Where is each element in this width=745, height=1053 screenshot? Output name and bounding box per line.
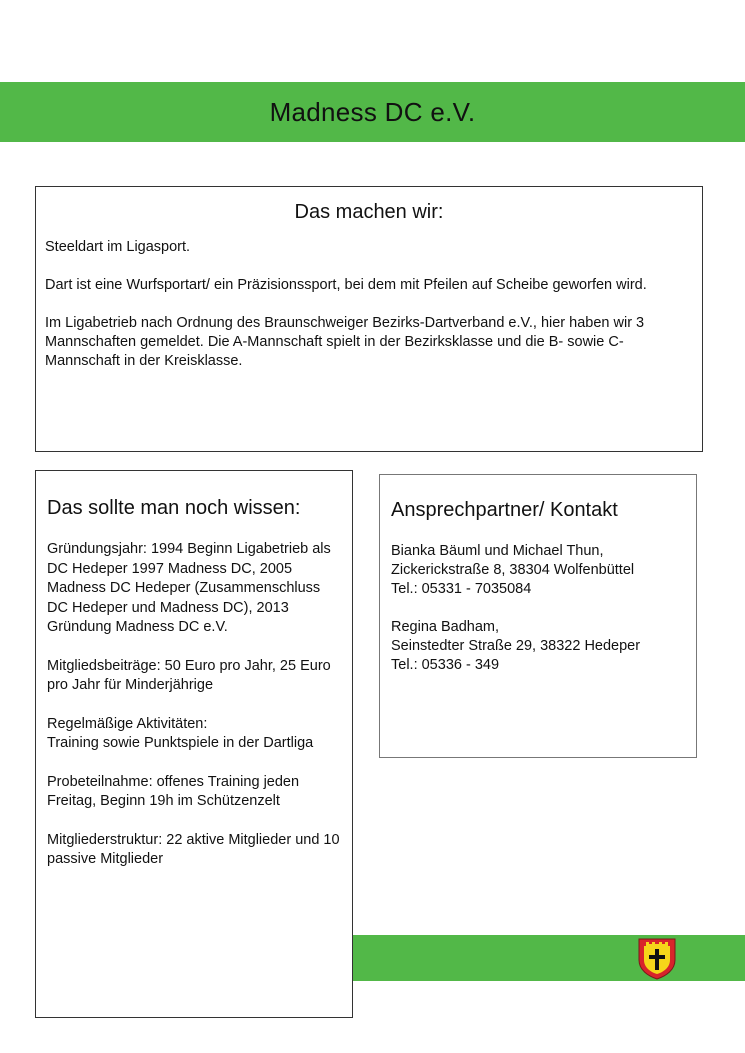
facts-activities-label: Regelmäßige Aktivitäten: — [47, 715, 208, 732]
about-box — [35, 186, 703, 452]
facts-box — [35, 470, 353, 1018]
facts-founding: Gründungsjahr: 1994 Beginn Ligabetrieb als DC Hedeper 1997 Madness DC, 2005 Madness DC Hedeper (Zusammenschluss DC Hedeper und Madness DC), 2013 Gründung Madness DC e.V. — [47, 541, 331, 635]
facts-activities-text: Training sowie Punktspiele in der Dartliga — [47, 735, 314, 751]
header-band — [0, 82, 745, 142]
page-title: Madness DC e.V. — [269, 96, 476, 127]
about-paragraph-1: Steeldart im Ligasport. — [45, 239, 191, 255]
contact1-name: Bianka Bäuml und Michael Thun, — [391, 543, 604, 559]
facts-title: Das sollte man noch wissen: — [47, 497, 301, 519]
about-paragraph-3: Im Ligabetrieb nach Ordnung des Braunschweiger Bezirks-Dartverband e.V., hier haben wir 3 Mannschaften gemeldet. Die A-Mannschaft spielt in der Bezirksklasse und die B- sowie C-Mannschaft in der Kreisklasse. — [45, 315, 645, 369]
facts-fees: Mitgliedsbeiträge: 50 Euro pro Jahr, 25 Euro pro Jahr für Minderjährige — [47, 657, 331, 693]
contact1-phone: Tel.: 05331 - 7035084 — [391, 581, 532, 597]
contact-title: Ansprechpartner/ Kontakt — [391, 499, 618, 521]
contact2-name: Regina Badham, — [391, 619, 500, 635]
footer-band — [353, 935, 745, 981]
coat-of-arms-icon — [636, 936, 678, 980]
facts-trial: Probeteilnahme: offenes Training jeden Freitag, Beginn 19h im Schützenzelt — [47, 773, 300, 809]
contact-person-1 — [391, 542, 685, 599]
contact1-address: Zickerickstraße 8, 38304 Wolfenbüttel — [391, 562, 635, 578]
facts-activities — [47, 715, 341, 754]
contact2-address: Seinstedter Straße 29, 38322 Hedeper — [391, 638, 641, 654]
facts-members: Mitgliederstruktur: 22 aktive Mitglieder und 10 passive Mitglieder — [47, 831, 340, 867]
contact-box — [379, 474, 697, 758]
about-title: Das machen wir: — [294, 201, 444, 223]
contact2-phone: Tel.: 05336 - 349 — [391, 657, 500, 673]
about-paragraph-2: Dart ist eine Wurfsportart/ ein Präzisionssport, bei dem mit Pfeilen auf Scheibe geworfen wird. — [45, 277, 647, 293]
contact-person-2 — [391, 618, 685, 675]
